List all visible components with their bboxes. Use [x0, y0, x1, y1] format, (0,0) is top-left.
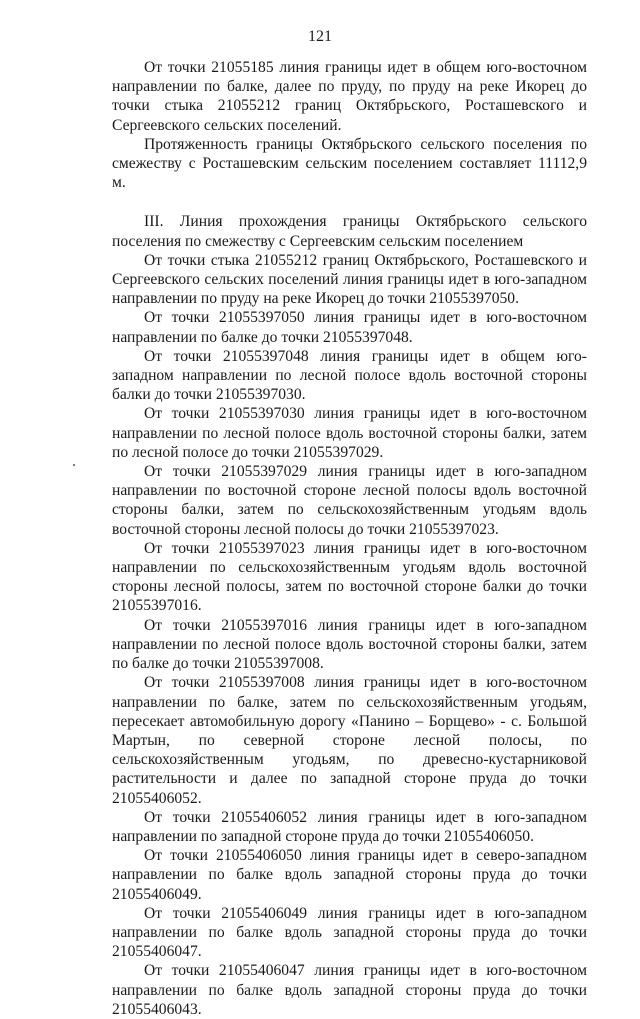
- paragraph: От точки 21055397016 линия границы идет в юго-западном направлении по лесной полосе вдоль восточной стороны балки, затем по балке до точки 21055397008.: [112, 616, 587, 673]
- paragraph: От точки 21055397050 линия границы идет в юго-восточном направлении по балке до точки 21055397048.: [112, 309, 587, 346]
- paragraph: От точки 21055397023 линия границы идет в юго-восточном направлении по сельскохозяйственным угодьям вдоль восточной стороны лесной полосы, затем по восточной стороне балки до точки 21055397016.: [112, 539, 587, 615]
- paragraph: От точки 21055397030 линия границы идет в юго-восточном направлении по лесной полосе вдоль восточной стороны балки, затем по лесной полосе до точки 21055397029.: [112, 405, 587, 461]
- paragraph: От точки 21055406049 линия границы идет в юго-западном направлении по балке вдоль западной стороны пруда до точки 21055406047.: [112, 904, 587, 961]
- paragraph: От точки стыка 21055212 границ Октябрьского, Росташевского и Сергеевского сельских поселений линия границы идет в юго-западном направлении по пруду на реке Икорец до точки 21055397050.: [112, 251, 587, 308]
- paragraph: Протяженность границы Октябрьского сельского поселения по смежеству с Росташевским сельским поселением составляет 11112,9 м.: [112, 135, 587, 192]
- section-heading: III. Линия прохождения границы Октябрьского сельского поселения по смежеству с Сергеевским сельским поселением: [112, 213, 587, 250]
- paragraph: От точки 21055406050 линия границы идет в северо-западном направлении по балке вдоль западной стороны пруда до точки 21055406049.: [112, 847, 587, 903]
- paragraph: От точки 21055397008 линия границы идет в юго-восточном направлении по балке, затем по сельскохозяйственным угодьям, пересекает автомобильную дорогу «Панино – Борщево» - с. Большой Мартын, по северной стороне лесной полосы, по сельскохозяйственным угодьям, по древесно-кустарниковой растительности и далее по западной стороне пруда до точки 21055406052.: [112, 674, 587, 807]
- scan-speck: [73, 464, 75, 466]
- paragraph: От точки 21055406052 линия границы идет в юго-западном направлении по западной стороне пруда до точки 21055406050.: [112, 808, 587, 845]
- paragraph: От точки 21055185 линия границы идет в общем юго-восточном направлении по балке, далее по пруду, по пруду на реке Икорец до точки стыка 21055212 границ Октябрьского, Росташевского и Сергеевского сельских поселений.: [112, 59, 587, 134]
- paragraph: От точки 21055397029 линия границы идет в юго-западном направлении по восточной стороне лесной полосы вдоль восточной стороны балки, затем по сельскохозяйственным угодьям вдоль восточной стороны лесной полосы до точки 21055397023.: [112, 463, 587, 538]
- paragraph: От точки 21055406047 линия границы идет в юго-восточном направлении по балке вдоль западной стороны пруда до точки 21055406043.: [112, 962, 587, 1018]
- paragraph: От точки 21055397048 линия границы идет в общем юго-западном направлении по лесной полосе вдоль восточной стороны балки до точки 21055397030.: [112, 347, 587, 404]
- document-body: [112, 58, 587, 1019]
- section-spacer: [112, 192, 587, 212]
- page-number: 121: [308, 28, 332, 45]
